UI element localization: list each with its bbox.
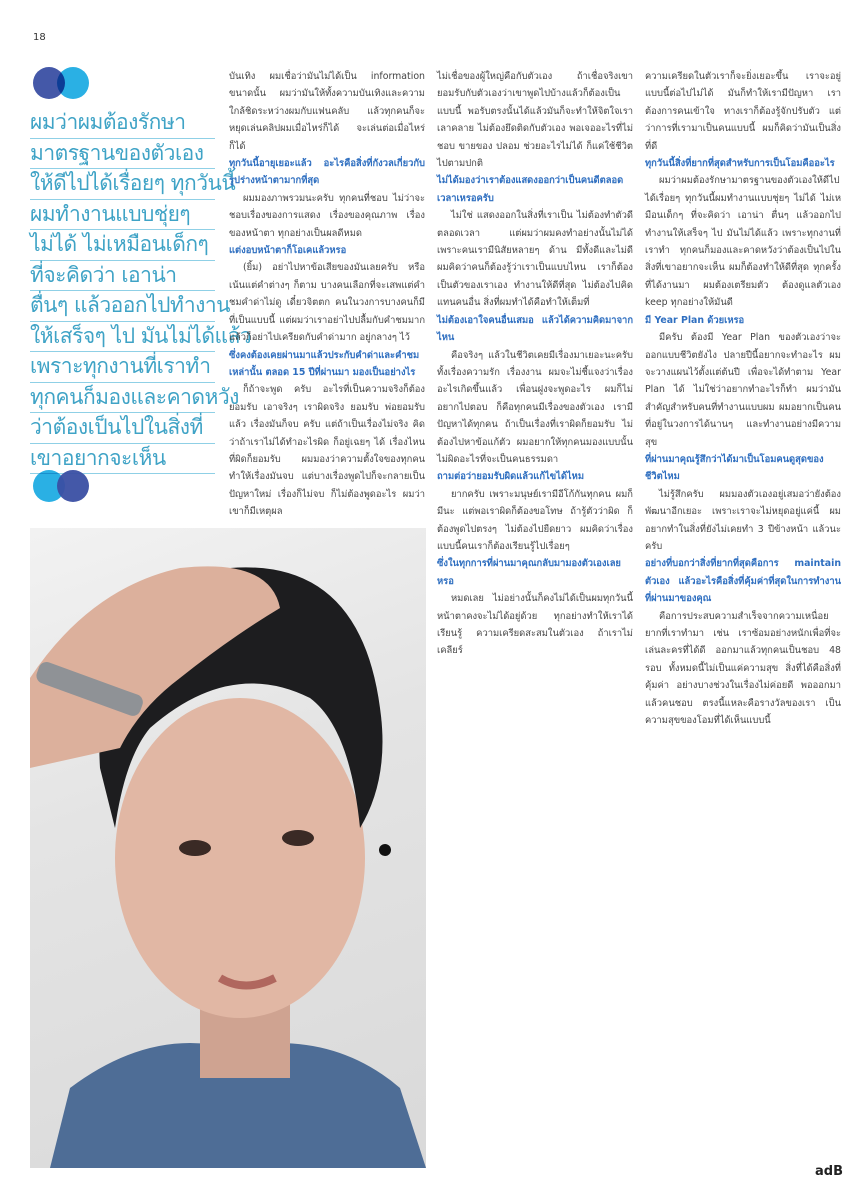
question-heading: ถามต่อว่ายอมรับผิดแล้วแก้ไขได้ไหม xyxy=(437,471,585,483)
page-number: 18 xyxy=(33,32,46,43)
question-heading: แต่งอบหน้าตาก็โอเคแล้วหรอ xyxy=(229,245,347,257)
body-paragraph: บันเทิง ผมเชื่อว่ามันไม่ได้เป็น information ขนาดนั้น ผมว่ามันให้ทั้งความบันเทิงและความใกล้ชิดระหว่างผมกับแฟนคลับ แล้วทุกคนก็จะหยุดเล่นคลิปผมเมื่อไหร่ก็ได้ จะเล่นต่อเมื่อไหร่ก็ได้ xyxy=(229,71,425,152)
question-heading: ทุกวันนี้อายุเยอะแล้ว อะไรคือสิ่งที่กังวลเกี่ยวกับรูปร่างหน้าตามากที่สุด xyxy=(229,158,425,187)
body-paragraph: คือจริงๆ แล้วในชีวิตเคยมีเรื่องมาเยอะนะครับ ทั้งเรื่องความรัก เรื่องงาน ผมจะไม่ชี้แจงว่าเรื่องอะไรเกิดขึ้นแล้ว เพื่อนฝูงจะพูดอะไร ผมก็ไม่อยากไปตอบ ก็คือทุกคนมีเรื่องของตัวเอง เรามีปัญหาได้ทุกคน ถ้าเป็นเรื่องที่เราผิดก็ยอมรับ ไม่ต้องไปหาข้อแก้ตัว ผมอยากให้ทุกคนมองแบบนั้น ไม่ผิดอะไรที่จะเป็นคนธรรมดา xyxy=(437,349,633,465)
body-paragraph: ผมว่าผมต้องรักษามาตรฐานของตัวเองให้ดีไปได้เรื่อยๆ ทุกวันนี้ผมทำงานแบบชุ่ยๆ ไม่ได้ ไม่เหมือนเด็กๆ ที่จะคิดว่า เอาน่า ตื่นๆ แล้วออกไปทำงานให้เสร็จๆ ไป มันไม่ได้แล้ว เพราะทุกงานที่เราทำ ทุกคนก็มองและคาดหวังว่าต้องเป็นไปในสิ่งที่เขาอยากจะเห็น ผมก็ต้องทำให้ดีที่สุด ทุกครั้งที่ได้งานมา ผมต้องเตรียมตัว ต้องดูแลตัวเอง keep ทุกอย่างให้มันดี xyxy=(645,175,841,309)
pull-quote-line: เพราะทุกงานที่เราทำ xyxy=(30,352,215,383)
pull-quote-line: ให้เสร็จๆ ไป มันไม่ได้แล้ว xyxy=(30,322,215,353)
magazine-logo: adB xyxy=(815,1164,843,1179)
pull-quote-line: ทุกคนก็มองและคาดหวัง xyxy=(30,383,215,414)
open-quote-icon xyxy=(33,67,89,99)
body-paragraph: ก็ถ้าจะพูด ครับ อะไรที่เป็นความจริงก็ต้องยอมรับ เอาจริงๆ เราผิดจริง ยอมรับ พ่อยอมรับแล้ว เรื่องมันก็จบ ครับ แต่ถ้าเป็นเรื่องไม่จริง คิดว่าถ้าเราไม่ได้ทำอะไรผิด ก็อยู่เฉยๆ ได้ เรื่องไหนที่ผิดก็ยอมรับ ผมมองว่าความตั้งใจของทุกคนทำให้เรื่องมันจบ แต่บางเรื่องพูดไปก็จะกลายเป็นปัญหาใหม่ เรื่องก็ไม่จบ ก็ไม่ต้องพูดอะไร ผมว่าเขาก็มีเหตุผล xyxy=(229,384,425,518)
pull-quote-line: ว่าต้องเป็นไปในสิ่งที่ xyxy=(30,413,215,444)
question-heading: ไม่ต้องเอาใจคนอื่นเสมอ แล้วได้ความคิดมาจากไหน xyxy=(437,314,633,344)
pull-quote-line: ไม่ได้ ไม่เหมือนเด็กๆ xyxy=(30,230,215,261)
pull-quote-line: ผมว่าผมต้องรักษา xyxy=(30,108,215,139)
pull-quote xyxy=(30,108,252,474)
pull-quote-line: ผมทำงานแบบชุ่ยๆ xyxy=(30,200,215,231)
body-paragraph: หมดเลย ไม่อย่างนั้นก็คงไม่ได้เป็นผมทุกวันนี้ หน้าตาคงจะไม่ได้อยู่ด้วย ทุกอย่างทำให้เราได้เรียนรู้ ความเครียดสะสมในตัวเอง ถ้าเราไม่เคลียร์ xyxy=(437,593,633,657)
close-quote-icon xyxy=(33,470,89,502)
question-heading: ที่ผ่านมาคุณรู้สึกว่าได้มาเป็นโอมคนดูสุดของชีวิตไหม xyxy=(645,453,824,483)
body-paragraph: ความเครียดในตัวเราก็จะยิ่งเยอะขึ้น เราจะอยู่แบบนี้ต่อไปไม่ได้ มันก็ทำให้เรามีปัญหา เราต้องการคนเข้าใจ ทางเราก็ต้องรู้จักปรับตัว แต่ว่าการที่เรามาเป็นคนแบบนี้ ผมก็คิดว่ามันเป็นสิ่งที่ดี xyxy=(645,71,841,152)
question-heading: ไม่ได้มองว่าเราต้องแสดงออกว่าเป็นคนดีตลอดเวลาเหรอครับ xyxy=(437,175,624,204)
body-paragraph: คือการประสบความสำเร็จจากความเหนื่อยยากที่เราทำมา เช่น เราซ้อมอย่างหนักเพื่อที่จะเล่นละครที่ได้ดี ออกมาแล้วทุกคนเป็นชอบ 48 รอบ ทั้งหมดนี้ไม่เป็นแค่ความสุข สิ่งที่ได้คือสิ่งที่คุ้มค่า อย่างบางช่วงในเรื่องไม่ค่อยดี พอออกมาแล้วคนชอบ ตรงนี้แหละคือรางวัลของเรา เป็นความสุขของโอมที่ได้เห็นแบบนี้ xyxy=(645,610,841,727)
question-heading: มี Year Plan ด้วยเหรอ xyxy=(645,314,745,326)
pull-quote-line: เขาอยากจะเห็น xyxy=(30,444,215,475)
question-heading: ซึ่งในทุกการที่ผ่านมาคุณกลับมามองตัวเองเลยหรอ xyxy=(437,558,621,587)
article-column-3 xyxy=(645,68,841,729)
pull-quote-line: มาตรฐานของตัวเอง xyxy=(30,139,215,170)
body-paragraph: มีครับ ต้องมี Year Plan ของตัวเองว่าจะออกแบบชีวิตยังไง ปลายปีนี้อยากจะทำอะไร ผมจะวางแผนไว้ตั้งแต่ต้นปี เพื่อจะได้ทำตาม Year Plan ได้ ไม่ใช่ว่าอยากทำอะไรก็ทำ ผมว่ามันสำคัญสำหรับคนที่ทำงานแบบผม ผมอยากเป็นคนที่อยู่ในวงการได้นานๆ และทำงานอย่างมีความสุข xyxy=(645,332,841,448)
question-heading: อย่างที่บอกว่าสิ่งที่ยากที่สุดคือการ maintain ตัวเอง แล้วอะไรคือสิ่งที่คุ้มค่าที่สุดในการทำงานที่ผ่านมาของคุณ xyxy=(645,558,841,605)
body-paragraph: ไม่เชื่อของผู้ใหญ่คือกับตัวเอง ถ้าเชื่อจริงเขายอมรับกับตัวเองว่าเขาพูดไปบ้างแล้วก็ต้องเป็นแบบนี้ พอรับตรงนั้นได้แล้วมันก็จะทำให้จิตใจเราเลาคลาย ไม่ต้องยึดติดกับตัวเอง พอเจออะไรที่ไม่ชอบ ขายของ ปลอม ช่วยอะไรไม่ได้ ก็แค่ใช้ชีวิตไปตามปกติ xyxy=(437,71,633,170)
body-paragraph: ผมมองภาพรวมนะครับ ทุกคนที่ชอบ ไม่ว่าจะชอบเรื่องของการแสดง เรื่องของคุณภาพ เรื่องของหน้าตา ทุกอย่างเป็นผลดีหมด xyxy=(229,192,425,239)
article-column-1 xyxy=(229,68,425,521)
pull-quote-line: ให้ดีไปได้เรื่อยๆ ทุกวันนี้ xyxy=(30,169,215,200)
question-heading: ซึ่งคงต้องเคยผ่านมาแล้วประกับคำด่าและคำชมเหล่านั้น ตลอด 15 ปีที่ผ่านมา มองเป็นอย่างไร xyxy=(229,349,420,378)
portrait-photo xyxy=(30,528,426,1168)
body-paragraph: ไม่ใช่ แสดงออกในสิ่งที่เราเป็น ไม่ต้องทำตัวดีตลอดเวลา แต่ผมว่าผมคงทำอย่างนั้นไม่ได้ เพราะคนเรามีนิสัยหลายๆ ด้าน มีทั้งดีและไม่ดี ผมคิดว่าคนก็ต้องรู้ว่าเราเป็นแบบไหน เราก็ต้องเป็นตัวของเราเอง ทำงานให้ดีที่สุด ไม่ต้องไปคิดแทนคนอื่น สิ่งที่ผมทำได้คือทำให้เต็มที่ xyxy=(437,210,633,309)
body-paragraph: ยากครับ เพราะมนุษย์เรามีอีโก้กันทุกคน ผมก็มีนะ แต่พอเราผิดก็ต้องขอโทษ ถ้ารู้ตัวว่าผิด ก็ต้องพูดไปตรงๆ ไม่ต้องไปยืดยาว ผมคิดว่าเรื่องแบบนี้คนเราก็ต้องเรียนรู้ไปเรื่อยๆ xyxy=(437,488,633,552)
body-paragraph: (ยิ้ม) อย่าไปหาข้อเสียของมันเลยครับ หรือเน้นแต่คำต่างๆ ก็ตาม บางคนเลือกที่จะเสพแต่คำชมคำด่าไม่ดู เดี๋ยวจิตตก คนในวงการบางคนก็มีที่เป็นแบบนี้ แต่ผมว่าเราอย่าไปปลื้มกับคำชมมาก แล้วก็อย่าไปเครียดกับคำด่ามาก อยู่กลางๆ ไว้ xyxy=(229,262,425,344)
pull-quote-line: ที่จะคิดว่า เอาน่า xyxy=(30,261,215,292)
question-heading: ทุกวันนี้สิ่งที่ยากที่สุดสำหรับการเป็นโอมคืออะไร xyxy=(645,158,835,170)
article-column-2 xyxy=(437,68,633,660)
pull-quote-line: ตื่นๆ แล้วออกไปทำงาน xyxy=(30,291,215,322)
body-paragraph: ไม่รู้สึกครับ ผมมองตัวเองอยู่เสมอว่ายังต้องพัฒนาอีกเยอะ เพราะเราจะไม่หยุดอยู่แค่นี้ ผมอยากทำในสิ่งที่ยังไม่เคยทำ 3 ปีข้างหน้า แล้วนะครับ xyxy=(645,488,841,552)
